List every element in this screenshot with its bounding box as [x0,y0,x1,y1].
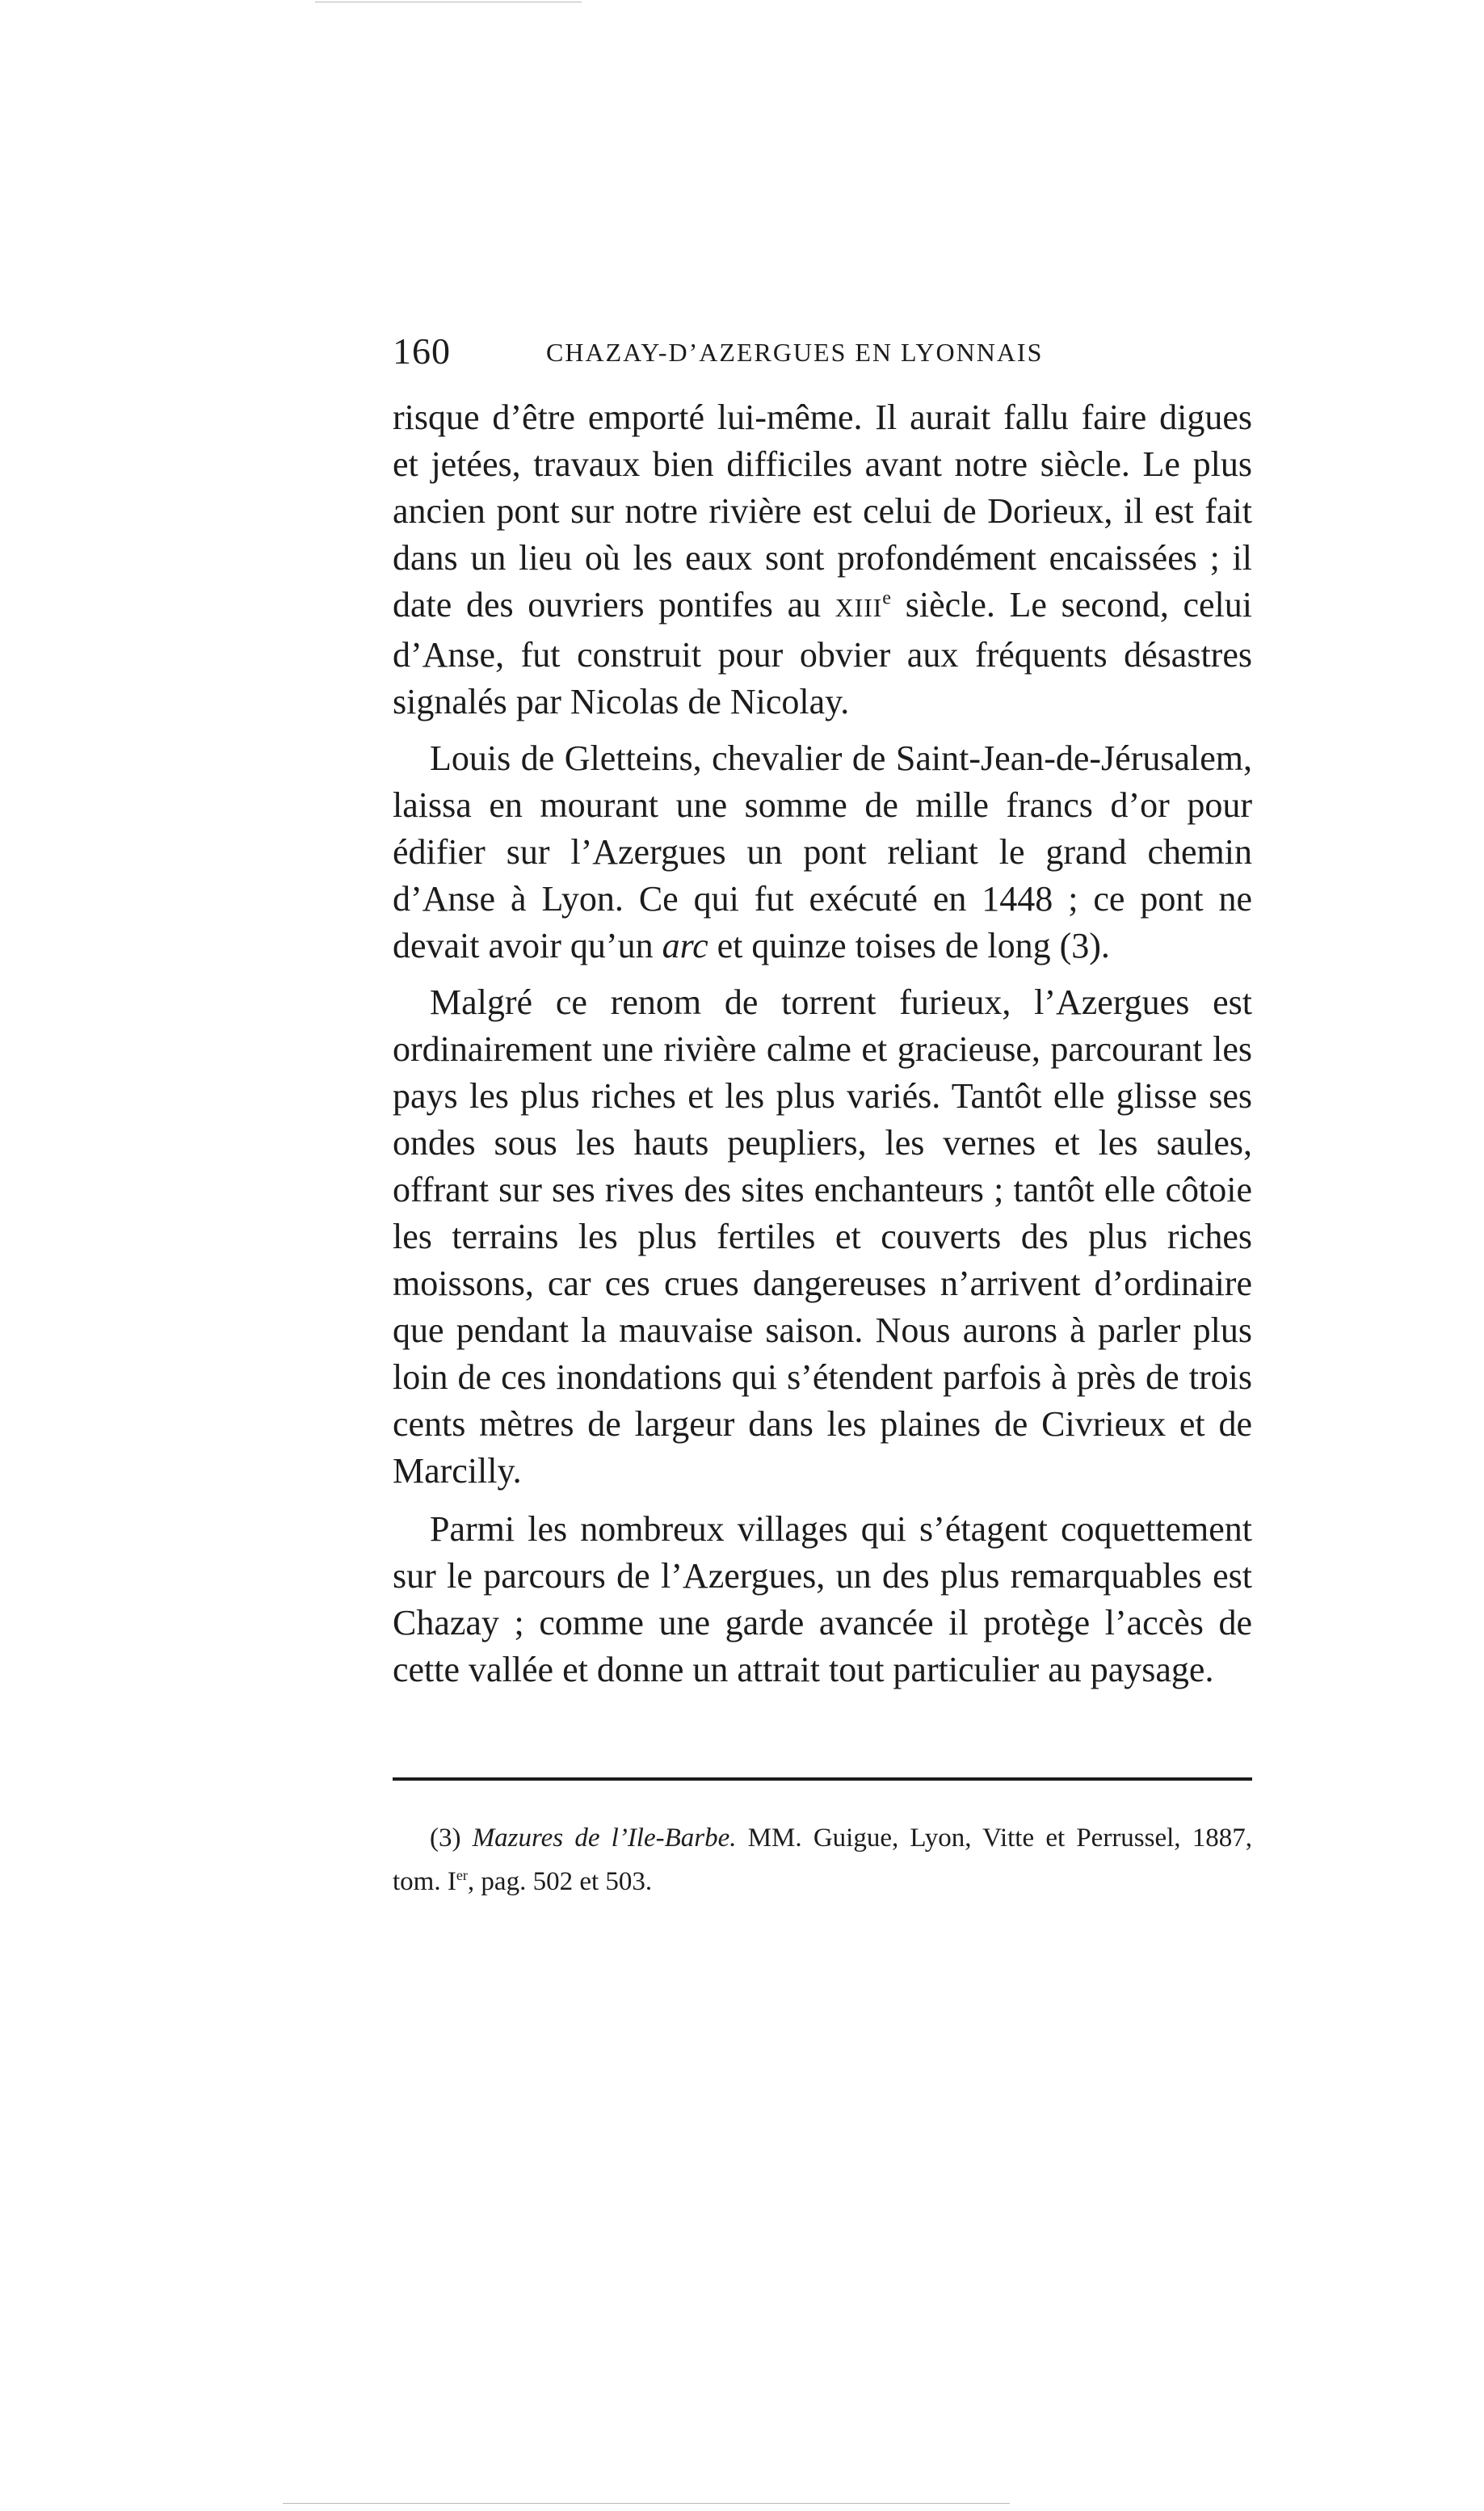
footnote-text: MM. Guigue, Lyon, Vitte et Perrussel, 1887, tom. I [393,1823,1253,1896]
paragraph-2 [393,735,1252,969]
paragraph-4: Parmi les nombreux villages qui s’étagent coquettement sur le parcours de l’Azergues, un des plus remarquables est Chazay ; comme une garde avancée il protège l’accès de cette vallée et donne un attrait tout particulier au paysage. [393,1509,1252,1689]
footnote-marker: (3) [430,1823,473,1853]
paragraph-1-end: siècle. Le second, celui d’Anse, fut construit pour obvier aux fréquents désastres signalés par Nicolas de Nicolay. [393,585,1252,721]
paragraph-3: Malgré ce renom de torrent furieux, l’Azergues est ordinairement une rivière calme et gracieuse, parcourant les pays les plus riches et les plus variés. Tantôt elle glisse ses ondes sous les hauts peupliers, les vernes et les saules, offrant sur ses rives des sites enchanteurs ; tantôt elle côtoie les terrains les plus fertiles et couverts des plus riches moissons, car ces crues dangereuses n’arrivent d’ordinaire que pendant la mauvaise saison. Nous aurons à parler plus loin de ces inondations qui s’étendent parfois à près de trois cents mètres de largeur dans les plaines de Civrieux et de Marcilly. [393,982,1252,1491]
paragraph-2-end: et quinze toises de long (3). [708,926,1110,965]
footnote-superscript: er [456,1867,468,1883]
footnote-title: Mazures de l’Ile-Barbe. [472,1823,737,1853]
century-superscript: e [882,587,892,609]
bottom-edge-mark [283,2503,1010,2504]
paragraph-2-text: Louis de Gletteins, chevalier de Saint-Jean-de-Jérusalem, laissa en mourant une somme de mille francs d’or pour édifier sur l’Azergues un pont reliant le grand chemin d’Anse à Lyon. Ce qui fut exécuté en 1448 ; ce pont ne devait avoir qu’un [393,738,1252,965]
footnote [393,1816,1252,1903]
footnote-rule [393,1777,1252,1781]
paragraph-1-text: risque d’être emporté lui-même. Il aurait fallu faire digues et jetées, travaux bien difficiles avant notre siècle. Le plus ancien pont sur notre rivière est celui de Dorieux, il est fait dans un lieu où les eaux sont profondément encaissées ; il date des ouvriers pontifes au [393,397,1252,625]
footnote-text-end: , pag. 502 et 503. [467,1867,653,1896]
running-title: CHAZAY-D’AZERGUES EN LYONNAIS [546,338,1044,367]
paragraph-1 [393,394,1252,726]
main-text [393,394,1252,1703]
page-header [393,330,1252,378]
footnote-3 [393,1816,1252,1903]
paragraph-2-italic: arc [662,926,708,965]
century-numeral: XIII [834,594,883,622]
page-number: 160 [393,330,451,372]
